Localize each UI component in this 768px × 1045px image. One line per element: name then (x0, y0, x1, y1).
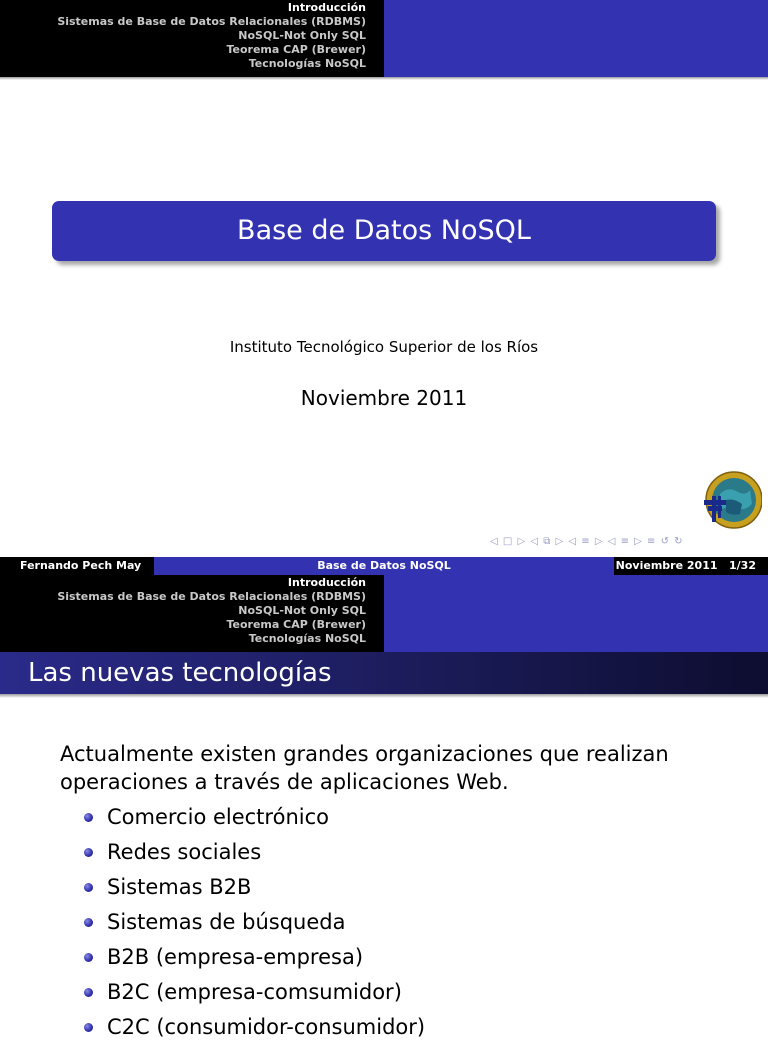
beamer-navigation-symbols[interactable]: ◁ □ ▷ ◁ ⧉ ▷ ◁ ≡ ▷ ◁ ≡ ▷ ≡ ↺ ↻ (490, 536, 684, 547)
bullet-icon (84, 953, 93, 962)
list-item (84, 1010, 425, 1045)
intro-paragraph: Actualmente existen grandes organizaciones que realizan operaciones a través de aplicaciones Web. (60, 742, 669, 794)
list-item (84, 835, 425, 870)
institute-seal-logo (702, 470, 762, 530)
list-item-text: C2C (consumidor-consumidor) (107, 1015, 426, 1039)
presentation-title: Base de Datos NoSQL (52, 201, 716, 261)
institute-name: Instituto Tecnológico Superior de los Ríos (229, 338, 539, 356)
bullet-icon (84, 1023, 93, 1032)
footer-page-number: 1/32 (729, 559, 756, 572)
technology-list (84, 800, 425, 1045)
nav-section-nosql[interactable]: NoSQL-Not Only SQL (238, 604, 366, 617)
bullet-icon (84, 988, 93, 997)
list-item (84, 940, 425, 975)
nav-section-rdbms[interactable]: Sistemas de Base de Datos Relacionales (RDBMS) (57, 590, 366, 603)
bullet-icon (84, 883, 93, 892)
list-item-text: Comercio electrónico (107, 805, 329, 829)
nav-section-tecnologias[interactable]: Tecnologías NoSQL (248, 57, 366, 70)
nav-section-nosql[interactable]: NoSQL-Not Only SQL (238, 29, 366, 42)
list-item (84, 870, 425, 905)
footer-date-page (614, 557, 768, 575)
headline-right-panel (384, 0, 768, 77)
nav-section-introduccion[interactable]: Introducción (287, 1, 366, 14)
list-item-text: B2B (empresa-empresa) (107, 945, 364, 969)
section-navigation (57, 1, 366, 71)
nav-section-cap[interactable]: Teorema CAP (Brewer) (226, 43, 366, 56)
list-item-text: Redes sociales (107, 840, 262, 864)
bullet-icon (84, 848, 93, 857)
list-item-text: Sistemas B2B (107, 875, 252, 899)
nav-section-cap[interactable]: Teorema CAP (Brewer) (226, 618, 366, 631)
section-navigation-2 (57, 576, 366, 646)
list-item-text: B2C (empresa-comsumidor) (107, 980, 402, 1004)
presentation-date: Noviembre 2011 (300, 386, 468, 410)
bullet-icon (84, 813, 93, 822)
frame-title: Las nuevas tecnologías (0, 652, 768, 694)
headline-right-panel-2 (384, 575, 768, 652)
footer-date: Noviembre 2011 (615, 559, 718, 572)
nav-section-tecnologias[interactable]: Tecnologías NoSQL (248, 632, 366, 645)
list-item-text: Sistemas de búsqueda (107, 910, 346, 934)
frame-title-shadow (0, 694, 768, 698)
bullet-icon (84, 918, 93, 927)
nav-section-introduccion[interactable]: Introducción (287, 576, 366, 589)
footer-author: Fernando Pech May (0, 557, 154, 575)
list-item (84, 905, 425, 940)
nav-section-rdbms[interactable]: Sistemas de Base de Datos Relacionales (RDBMS) (57, 15, 366, 28)
footer-title: Base de Datos NoSQL (154, 557, 614, 575)
list-item (84, 800, 425, 835)
list-item (84, 975, 425, 1010)
headline-shadow (0, 77, 768, 80)
